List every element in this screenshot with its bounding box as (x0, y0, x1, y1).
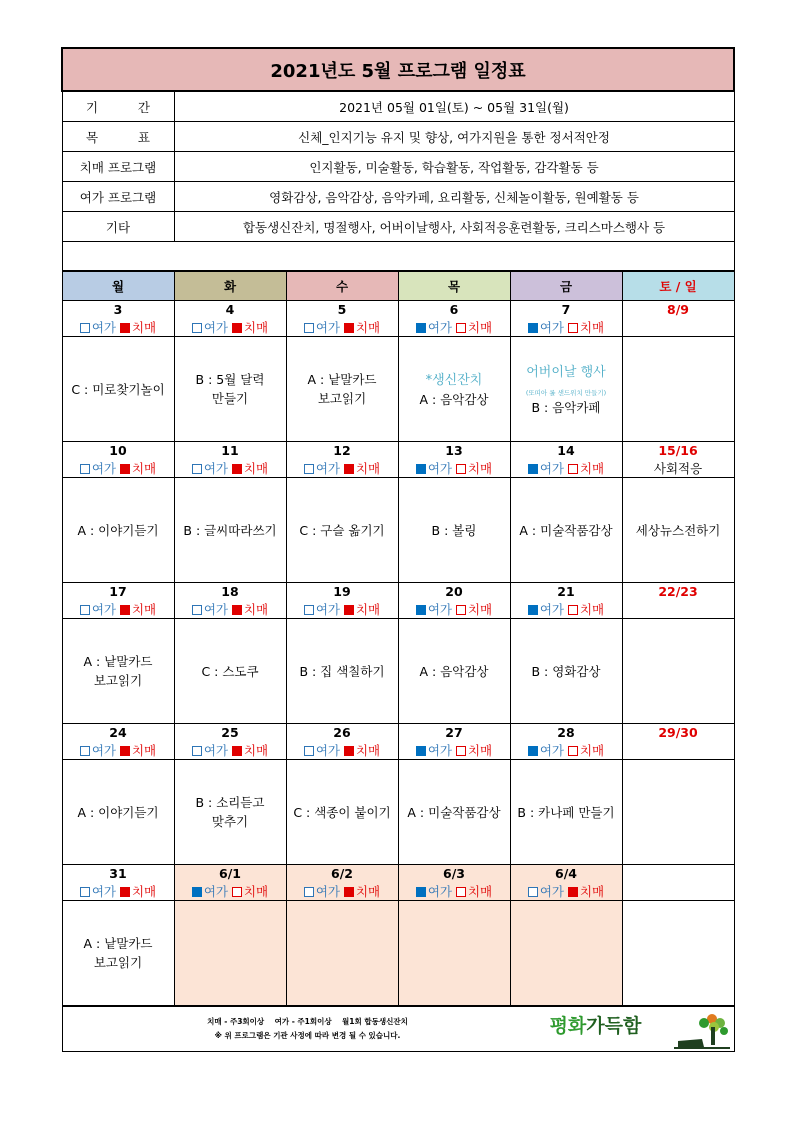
footer-line1: 치매 - 주3회이상 여가 - 주1회이상 월1회 합동생신잔치 (207, 1017, 408, 1026)
program-marks (174, 459, 286, 478)
dementia-label: 치매 (579, 320, 605, 335)
dementia-checkbox (456, 464, 466, 474)
program-content (398, 760, 510, 865)
leisure-label: 여가 (91, 320, 116, 335)
dementia-label: 치매 (579, 602, 605, 617)
program-content (510, 901, 622, 1007)
leisure-label: 여가 (91, 884, 116, 899)
date-number: 28 (510, 724, 622, 742)
program-marks (622, 600, 734, 619)
leisure-label: 여가 (539, 320, 564, 335)
program-marks (398, 459, 510, 478)
leisure-checkbox (528, 323, 538, 333)
date-number: 6/3 (398, 865, 510, 883)
info-value-etc: 합동생신잔치, 명절행사, 어버이날행사, 사회적응훈련활동, 크리스마스행사 등 (174, 212, 734, 242)
blank-row (62, 242, 734, 272)
leisure-checkbox (304, 323, 314, 333)
activity-line: 보고읽기 (317, 391, 367, 406)
footer (62, 1006, 734, 1052)
leisure-checkbox (192, 605, 202, 615)
leisure-label: 여가 (203, 320, 228, 335)
program-marks (286, 882, 398, 901)
leisure-checkbox (416, 887, 426, 897)
activity-line: A : 낱말카드 (83, 936, 153, 951)
dementia-checkbox (568, 464, 578, 474)
leisure-label: 여가 (427, 320, 452, 335)
leisure-checkbox (80, 464, 90, 474)
activity-line: B : 음악카페 (531, 399, 601, 415)
weekday-4: 목 (398, 271, 510, 301)
dementia-label: 치매 (579, 884, 605, 899)
leisure-checkbox (528, 605, 538, 615)
leisure-checkbox (80, 746, 90, 756)
date-number: 11 (174, 442, 286, 460)
leisure-label: 여가 (539, 884, 564, 899)
logo-part2: 가득함 (586, 1015, 642, 1037)
program-marks (510, 741, 622, 760)
leisure-label: 여가 (315, 743, 340, 758)
activity-line: A : 음악감상 (419, 391, 489, 407)
dementia-checkbox (344, 605, 354, 615)
schedule-sheet (61, 47, 733, 1052)
dementia-label: 치매 (579, 743, 605, 758)
leisure-checkbox (192, 323, 202, 333)
dementia-checkbox (120, 605, 130, 615)
activity-line: B : 소리듣고 (195, 795, 265, 810)
program-content (286, 337, 398, 442)
date-number: 17 (62, 583, 174, 601)
dementia-checkbox (232, 605, 242, 615)
activity-line: A : 낱말카드 (307, 372, 377, 387)
program-content (622, 478, 734, 583)
program-marks (174, 741, 286, 760)
info-label-leisure: 여가 프로그램 (62, 182, 174, 212)
activity-line: A : 미술작품감상 (519, 522, 613, 538)
program-marks (62, 741, 174, 760)
leisure-label: 여가 (203, 461, 228, 476)
program-marks (286, 459, 398, 478)
brand-logo (550, 1011, 730, 1051)
program-content (286, 760, 398, 865)
dementia-checkbox (344, 887, 354, 897)
program-content (622, 901, 734, 1007)
page-title: 2021년도 5월 프로그램 일정표 (62, 48, 734, 91)
activity-line: B : 영화감상 (531, 663, 601, 679)
activity-line: 보고읽기 (93, 673, 143, 688)
info-value-dementia: 인지활동, 미술활동, 학습활동, 작업활동, 감각활동 등 (174, 152, 734, 182)
date-number: 3 (62, 301, 174, 319)
logo-text (549, 1015, 642, 1037)
weekday-1: 월 (62, 271, 174, 301)
activity-line: 만들기 (211, 391, 249, 406)
date-number: 25 (174, 724, 286, 742)
dementia-label: 치매 (355, 320, 381, 335)
dementia-checkbox (120, 887, 130, 897)
program-marks (622, 741, 734, 760)
activity-line: B : 집 색칠하기 (299, 663, 385, 679)
program-marks (622, 318, 734, 337)
dementia-checkbox (456, 746, 466, 756)
date-number: 10 (62, 442, 174, 460)
date-number: 20 (398, 583, 510, 601)
activity-line: C : 스도쿠 (201, 663, 259, 679)
date-number: 26 (286, 724, 398, 742)
dementia-checkbox (232, 464, 242, 474)
program-content (622, 337, 734, 442)
program-content (622, 619, 734, 724)
dementia-checkbox (568, 887, 578, 897)
dementia-checkbox (456, 323, 466, 333)
program-content (622, 760, 734, 865)
calendar-body (62, 301, 734, 1007)
activity-line: C : 색종이 붙이기 (293, 804, 391, 820)
program-marks (510, 882, 622, 901)
info-label-dementia: 치매 프로그램 (62, 152, 174, 182)
leisure-label: 여가 (539, 602, 564, 617)
logo-part1: 평화 (549, 1015, 587, 1037)
leisure-checkbox (80, 323, 90, 333)
leisure-label: 여가 (539, 743, 564, 758)
date-number: 6/1 (174, 865, 286, 883)
program-content (286, 478, 398, 583)
date-number: 14 (510, 442, 622, 460)
date-number: 21 (510, 583, 622, 601)
date-number: 19 (286, 583, 398, 601)
leisure-checkbox (416, 323, 426, 333)
program-content (510, 619, 622, 724)
activity-line: A : 이야기듣기 (77, 804, 159, 820)
date-number: 6 (398, 301, 510, 319)
date-number: 18 (174, 583, 286, 601)
date-number: 5 (286, 301, 398, 319)
dementia-checkbox (120, 323, 130, 333)
leisure-label: 여가 (203, 602, 228, 617)
leisure-label: 여가 (203, 743, 228, 758)
tree-icon (674, 1011, 730, 1051)
weekday-header (62, 271, 734, 301)
activity-line: B : 볼링 (431, 522, 477, 538)
date-number: 15/16 (622, 442, 734, 460)
date-number: 27 (398, 724, 510, 742)
leisure-label: 여가 (315, 461, 340, 476)
weekend-activity-top: 사회적응 (653, 461, 703, 476)
date-number: 4 (174, 301, 286, 319)
dementia-checkbox (344, 464, 354, 474)
event-birthday: *생신잔치 (425, 372, 483, 388)
dementia-checkbox (456, 887, 466, 897)
date-number: 29/30 (622, 724, 734, 742)
dementia-label: 치매 (355, 884, 381, 899)
date-number: 12 (286, 442, 398, 460)
program-marks (510, 459, 622, 478)
program-marks (622, 882, 734, 901)
program-content (286, 901, 398, 1007)
leisure-checkbox (416, 605, 426, 615)
footer-line2: ※ 위 프로그램은 기관 사정에 따라 변경 될 수 있습니다. (214, 1031, 401, 1040)
dementia-checkbox (232, 887, 242, 897)
dementia-label: 치매 (467, 320, 493, 335)
program-content (398, 478, 510, 583)
dementia-label: 치매 (243, 602, 269, 617)
activity-line: 세상뉴스전하기 (635, 522, 721, 538)
dementia-label: 치매 (131, 884, 157, 899)
activity-line: A : 음악감상 (419, 663, 489, 679)
leisure-checkbox (192, 887, 202, 897)
dementia-label: 치매 (579, 461, 605, 476)
info-label-period: 기 간 (62, 91, 174, 122)
date-number (622, 865, 734, 883)
info-label-goal: 목 표 (62, 122, 174, 152)
program-marks (398, 600, 510, 619)
dementia-checkbox (456, 605, 466, 615)
dementia-checkbox (232, 323, 242, 333)
program-marks (398, 741, 510, 760)
dementia-checkbox (232, 746, 242, 756)
program-content (62, 619, 174, 724)
dementia-checkbox (120, 464, 130, 474)
program-content (174, 619, 286, 724)
dementia-checkbox (344, 746, 354, 756)
program-marks (62, 882, 174, 901)
dementia-label: 치매 (131, 320, 157, 335)
leisure-label: 여가 (427, 743, 452, 758)
activity-line: 맞추기 (211, 814, 249, 829)
program-content (286, 619, 398, 724)
dementia-checkbox (120, 746, 130, 756)
program-content (510, 478, 622, 583)
leisure-checkbox (304, 887, 314, 897)
program-marks (622, 459, 734, 478)
leisure-checkbox (416, 746, 426, 756)
dementia-label: 치매 (467, 602, 493, 617)
activity-line: A : 낱말카드 (83, 654, 153, 669)
leisure-checkbox (528, 464, 538, 474)
program-content (174, 760, 286, 865)
info-value-leisure: 영화감상, 음악감상, 음악카페, 요리활동, 신체놀이활동, 원예활동 등 (174, 182, 734, 212)
program-marks (62, 318, 174, 337)
leisure-checkbox (528, 746, 538, 756)
leisure-label: 여가 (315, 320, 340, 335)
info-value-period: 2021년 05월 01일(토) ~ 05월 31일(월) (174, 91, 734, 122)
date-number: 6/4 (510, 865, 622, 883)
dementia-label: 치매 (243, 320, 269, 335)
leisure-checkbox (304, 605, 314, 615)
dementia-checkbox (568, 746, 578, 756)
program-marks (286, 600, 398, 619)
program-marks (398, 882, 510, 901)
dementia-checkbox (344, 323, 354, 333)
activity-line: C : 미로찾기놀이 (71, 381, 165, 397)
leisure-label: 여가 (203, 884, 228, 899)
program-marks (510, 600, 622, 619)
activity-line: B : 카나페 만들기 (517, 804, 615, 820)
program-content (174, 478, 286, 583)
leisure-label: 여가 (539, 461, 564, 476)
dementia-label: 치매 (243, 743, 269, 758)
dementia-checkbox (568, 605, 578, 615)
dementia-label: 치매 (355, 743, 381, 758)
leisure-checkbox (304, 746, 314, 756)
program-content (398, 901, 510, 1007)
event-note: (또띠아 롤 샌드위치 만들기) (525, 388, 607, 397)
date-number: 22/23 (622, 583, 734, 601)
leisure-label: 여가 (91, 602, 116, 617)
program-marks (174, 318, 286, 337)
leisure-checkbox (192, 464, 202, 474)
dementia-label: 치매 (243, 461, 269, 476)
program-content (62, 337, 174, 442)
leisure-checkbox (80, 887, 90, 897)
dementia-label: 치매 (243, 884, 269, 899)
activity-line: A : 이야기듣기 (77, 522, 159, 538)
leisure-label: 여가 (91, 743, 116, 758)
dementia-label: 치매 (131, 743, 157, 758)
weekday-5: 금 (510, 271, 622, 301)
leisure-checkbox (192, 746, 202, 756)
program-content (62, 760, 174, 865)
leisure-checkbox (528, 887, 538, 897)
leisure-label: 여가 (427, 602, 452, 617)
leisure-label: 여가 (315, 602, 340, 617)
event-parents-day: 어버이날 행사 (526, 364, 606, 380)
leisure-label: 여가 (315, 884, 340, 899)
date-number: 24 (62, 724, 174, 742)
weekday-3: 수 (286, 271, 398, 301)
date-number: 31 (62, 865, 174, 883)
leisure-checkbox (80, 605, 90, 615)
leisure-checkbox (416, 464, 426, 474)
program-content (398, 337, 510, 442)
program-marks (286, 318, 398, 337)
dementia-checkbox (568, 323, 578, 333)
dementia-label: 치매 (131, 602, 157, 617)
program-marks (174, 600, 286, 619)
weekday-2: 화 (174, 271, 286, 301)
program-marks (62, 600, 174, 619)
program-content (510, 337, 622, 442)
leisure-label: 여가 (427, 461, 452, 476)
dementia-label: 치매 (131, 461, 157, 476)
activity-line: 보고읽기 (93, 955, 143, 970)
leisure-label: 여가 (427, 884, 452, 899)
program-content (62, 901, 174, 1007)
info-value-goal: 신체_인지기능 유지 및 향상, 여가지원을 통한 정서적안정 (174, 122, 734, 152)
program-marks (510, 318, 622, 337)
activity-line: C : 구슬 옮기기 (299, 522, 385, 538)
dementia-label: 치매 (355, 461, 381, 476)
program-content (62, 478, 174, 583)
leisure-checkbox (304, 464, 314, 474)
activity-line: B : 5월 달력 (195, 372, 265, 387)
program-content (174, 337, 286, 442)
program-marks (62, 459, 174, 478)
dementia-label: 치매 (467, 461, 493, 476)
dementia-label: 치매 (355, 602, 381, 617)
info-label-etc: 기타 (62, 212, 174, 242)
date-number: 8/9 (622, 301, 734, 319)
activity-line: B : 글씨따라쓰기 (183, 522, 277, 538)
schedule-table (61, 47, 735, 1052)
dementia-label: 치매 (467, 884, 493, 899)
leisure-label: 여가 (91, 461, 116, 476)
date-number: 6/2 (286, 865, 398, 883)
program-content (510, 760, 622, 865)
date-number: 7 (510, 301, 622, 319)
weekday-6: 토 / 일 (622, 271, 734, 301)
date-number: 13 (398, 442, 510, 460)
program-marks (398, 318, 510, 337)
dementia-label: 치매 (467, 743, 493, 758)
program-marks (286, 741, 398, 760)
program-content (174, 901, 286, 1007)
activity-line: A : 미술작품감상 (407, 804, 501, 820)
program-marks (174, 882, 286, 901)
program-content (398, 619, 510, 724)
